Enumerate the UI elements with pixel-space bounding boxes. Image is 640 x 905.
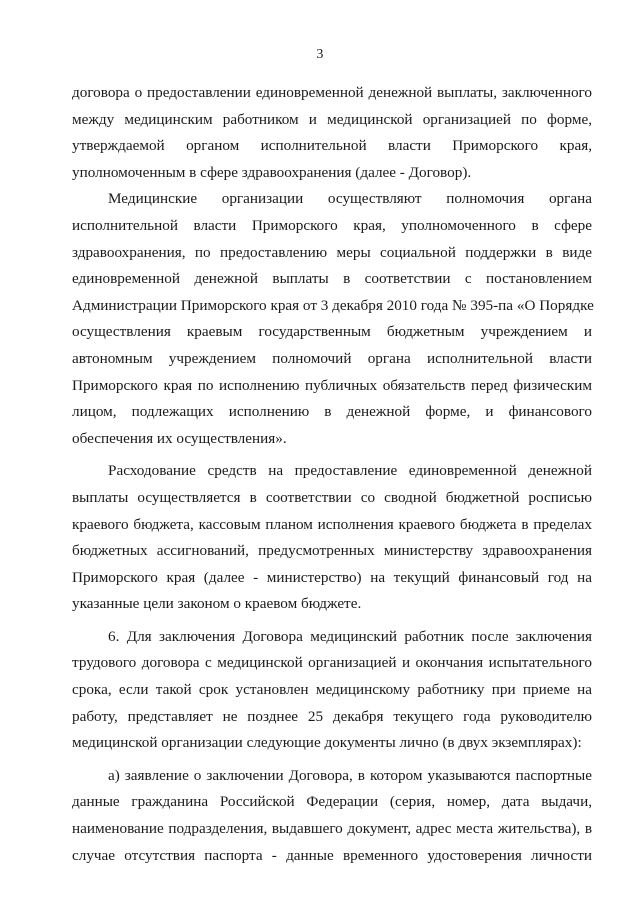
text-line: Расходование средств на предоставление единовременной денежной xyxy=(108,462,592,480)
paragraph-item-a xyxy=(72,763,592,869)
text-line: трудового договора с медицинской организацией и окончания испытательного xyxy=(72,654,592,672)
text-line: наименование подразделения, выдавшего документ, адрес места жительства), в xyxy=(72,820,592,838)
text-line: обеспечения их осуществления». xyxy=(72,429,287,447)
text-line: осуществления краевым государственным бюджетным учреждением и xyxy=(72,323,592,341)
text-line: договора о предоставлении единовременной денежной выплаты, заключенного xyxy=(72,84,592,101)
text-line: работу, представляет не позднее 25 декабря текущего года руководителю xyxy=(72,707,592,725)
text-line: срока, если такой срок установлен медицинскому работнику при приеме на xyxy=(72,681,592,699)
text-line: указанные цели законом о краевом бюджете. xyxy=(72,595,362,613)
text-line: Приморского края по исполнению публичных обязательств перед физическим xyxy=(72,376,592,394)
text-line: 6. Для заключения Договора медицинский работник после заключения xyxy=(108,627,592,645)
paragraph-contract-continuation xyxy=(72,80,592,186)
text-line: бюджетных ассигнований, предусмотренных министерству здравоохранения xyxy=(72,542,592,560)
text-line: лицом, подлежащих исполнению в денежной форме, и финансового xyxy=(72,403,592,421)
paragraph-medical-organizations xyxy=(72,186,592,452)
text-line: уполномоченным в сфере здравоохранения (далее - Договор). xyxy=(72,163,472,181)
text-line: единовременной денежной выплаты в соответствии с постановлением xyxy=(72,270,592,288)
paragraph-item-6 xyxy=(72,624,592,757)
text-line: данные гражданина Российской Федерации (серия, номер, дата выдачи, xyxy=(72,793,592,811)
text-line: автономным учреждением полномочий органа исполнительной власти xyxy=(72,349,592,367)
text-line: медицинской организации следующие документы лично (в двух экземплярах): xyxy=(72,734,582,752)
text-line: случае отсутствия паспорта - данные временного удостоверения личности xyxy=(72,846,592,864)
document-body xyxy=(72,80,592,869)
text-line: выплаты осуществляется в соответствии со сводной бюджетной росписью xyxy=(72,488,592,506)
text-line: краевого бюджета, кассовым планом исполнения краевого бюджета в пределах xyxy=(72,515,592,533)
text-line: Администрации Приморского края от 3 декабря 2010 года № 395-па «О Порядке xyxy=(72,296,594,314)
text-line: а) заявление о заключении Договора, в котором указываются паспортные xyxy=(108,766,592,784)
text-line: исполнительной власти Приморского края, уполномоченного в сфере xyxy=(72,216,592,234)
text-line: Медицинские организации осуществляют полномочия органа xyxy=(108,190,592,208)
text-line: здравоохранения, по предоставлению меры социальной поддержки в виде xyxy=(72,243,592,261)
page-number: 3 xyxy=(316,47,324,62)
text-line: Приморского края (далее - министерство) на текущий финансовый год на xyxy=(72,568,592,586)
text-line: утверждаемой органом исполнительной власти Приморского края, xyxy=(72,137,592,155)
text-line: между медицинским работником и медицинской организацией по форме, xyxy=(72,110,592,128)
paragraph-spending xyxy=(72,458,592,618)
